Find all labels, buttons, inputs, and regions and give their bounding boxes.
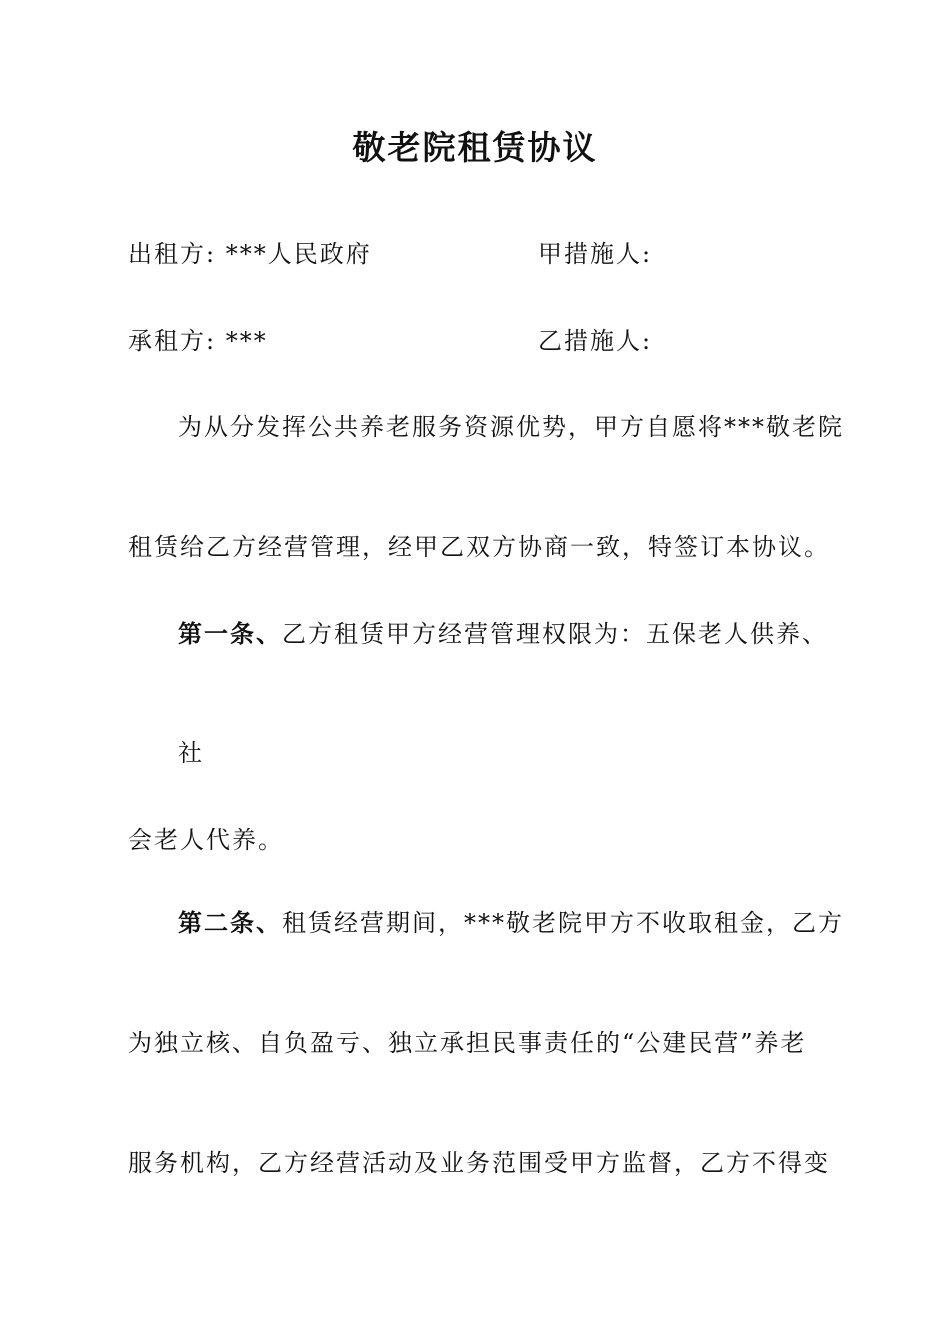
article-2-line-3: 服务机构，乙方经营活动及业务范围受甲方监督，乙方不得变 bbox=[128, 1149, 830, 1177]
intro-line-2: 租赁给乙方经营管理，经甲乙双方协商一致，特签订本协议。 bbox=[128, 533, 830, 561]
lessor-label: 出租方: bbox=[128, 240, 217, 268]
article-2-heading: 第二条、 bbox=[178, 908, 282, 937]
intro-line-1: 为从分发挥公共养老服务资源优势，甲方自愿将***敬老院 bbox=[178, 413, 844, 441]
lessee-row bbox=[128, 325, 268, 357]
article-1-line-2: 社 bbox=[178, 739, 204, 767]
article-1-heading: 第一条、 bbox=[178, 619, 282, 648]
article-1-line-1 bbox=[178, 618, 828, 650]
party-b-representative-label: 乙措施人: bbox=[538, 327, 653, 355]
article-2-line-1 bbox=[178, 907, 844, 939]
document-title: 敬老院租赁协议 bbox=[352, 128, 598, 167]
article-1-text-1: 乙方租赁甲方经营管理权限为：五保老人供养、 bbox=[282, 620, 828, 648]
lessor-value: ***人民政府 bbox=[225, 240, 372, 268]
article-1-line-3: 会老人代养。 bbox=[128, 826, 284, 854]
lessor-row bbox=[128, 238, 372, 270]
lessee-value: *** bbox=[225, 327, 268, 355]
article-2-line-2: 为独立核、自负盈亏、独立承担民事责任的“公建民营”养老 bbox=[128, 1029, 807, 1057]
party-a-representative-label: 甲措施人: bbox=[538, 240, 653, 268]
lessee-label: 承租方: bbox=[128, 327, 217, 355]
article-2-text-1: 租赁经营期间，***敬老院甲方不收取租金，乙方 bbox=[282, 909, 844, 937]
